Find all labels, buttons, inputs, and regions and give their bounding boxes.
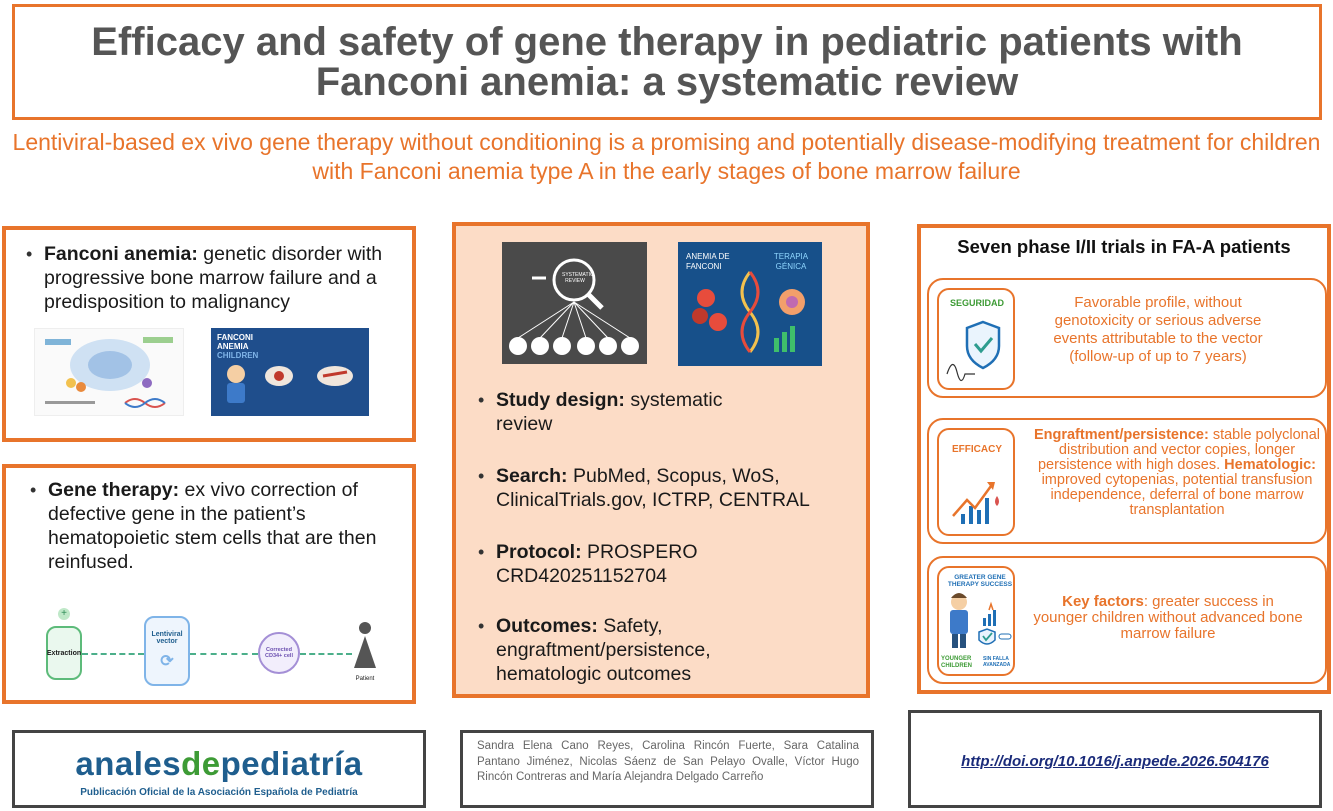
bullet-dot: • [478, 542, 485, 562]
doi-box [908, 710, 1322, 808]
authors-text: Sandra Elena Cano Reyes, Carolina Rincón Fuerte, Sara Catalina Pantano Jiménez, Nicolas Sáenz de San Pelayo Ovalle, Víctor Hugo Rincón Contreras and María Alejandra Delgado Carreño [477, 740, 859, 783]
key-factors-card [927, 556, 1327, 684]
protocol-term: Protocol: [496, 541, 582, 563]
journal-logo-subtitle: Publicación Oficial de la Asociación Española de Pediatría [80, 787, 358, 798]
patient-icon [352, 620, 378, 676]
engraftment-text: stable polyclonal distribution and vector copies, longer persistence with high doses. [1037, 427, 1321, 473]
methods-panel [452, 222, 870, 698]
anemia-image-left-label: ANEMIA DE FANCONI [686, 252, 730, 271]
gene-therapy-flow [26, 608, 386, 688]
bullet-dot: • [26, 244, 33, 264]
anemia-image-right-label: TERAPIA GÉNICA [773, 252, 809, 271]
fanconi-text: genetic disorder with progressive bone marrow failure and a predisposition to malignancy [44, 243, 383, 313]
bullet-dot: • [478, 390, 485, 410]
results-heading: Seven phase I/II trials in FA-A patients [957, 236, 1291, 257]
authors-box [460, 730, 874, 808]
fanconi-children-image [211, 328, 369, 416]
safety-icon-label: SEGURIDAD [949, 298, 1004, 308]
method-protocol [466, 540, 746, 588]
engraftment-term: Engraftment/persistence: [1033, 427, 1209, 443]
protocol-text: PROSPERO CRD420251152704 [496, 541, 698, 587]
page-subtitle: Lentiviral-based ex vivo gene therapy without conditioning is a promising and potentially disease-modifying treatment for children with Fanconi anemia type A in the early stages of bone marrow failure [12, 129, 1321, 184]
study-design-term: Study design: [496, 389, 625, 411]
dna-diagram-image [34, 328, 184, 416]
method-search [466, 464, 856, 512]
anemia-gene-therapy-image [678, 242, 822, 366]
key-factors-text [1033, 594, 1303, 642]
gene-therapy-panel [2, 464, 416, 704]
journal-logo-box [12, 730, 426, 808]
hematologic-term: Hematologic: [1224, 457, 1317, 473]
flow-step-extraction: Extraction [46, 626, 82, 680]
search-text: PubMed, Scopus, WoS, ClinicalTrials.gov, ICTRP, CENTRAL [496, 465, 810, 511]
efficacy-text [1025, 428, 1329, 518]
key-factors-term: Key factors [1062, 593, 1144, 610]
method-study-design [466, 388, 756, 436]
search-term: Search: [496, 465, 568, 487]
study-design-text: systematic review [496, 389, 723, 435]
bullet-dot: • [478, 616, 485, 636]
safety-icon-box [937, 288, 1015, 390]
outcomes-term: Outcomes: [496, 615, 598, 637]
efficacy-icon-label: EFFICACY [952, 444, 1002, 455]
fanconi-img-label-3: CHILDREN [217, 351, 259, 360]
fanconi-img-label-1: FANCONI [217, 333, 253, 342]
efficacy-icon-box [937, 428, 1015, 536]
method-outcomes [466, 614, 756, 686]
fanconi-term: Fanconi anemia: [44, 243, 198, 265]
safety-text: Favorable profile, without genotoxicity or serious adverse events attributable to the vector (follow-up of up to 7 years) [1053, 294, 1263, 365]
review-image-label: SYSTEMATIC REVIEW [562, 272, 594, 284]
journal-logo: analesdepediatría [75, 745, 363, 782]
younger-children-label: YOUNGER CHILDREN [941, 656, 972, 669]
bullet-dot: • [30, 480, 37, 500]
gene-therapy-bullet [18, 478, 403, 574]
flow-line [300, 653, 352, 655]
sin-falla-label: SIN FALLA AVANZADA [983, 656, 1011, 668]
patient-label: Patient [355, 676, 375, 682]
refresh-icon: ⟳ [160, 653, 174, 670]
title-box [12, 4, 1322, 120]
gene-therapy-text: ex vivo correction of defective gene in the patient’s hematopoietic stem cells that are then reinfused. [48, 479, 377, 573]
doi-link[interactable]: http://doi.org/10.1016/j.anpede.2026.504176 [961, 753, 1269, 770]
key-factors-icon-label: GREATER GENE THERAPY SUCCESS [947, 574, 1013, 588]
hematologic-text: improved cytopenias, potential transfusion independence, deferral of bone marrow transplantation [1041, 472, 1313, 518]
flow-step-vector: Lentiviral vector ⟳ [144, 616, 190, 686]
plus-icon: + [58, 608, 70, 620]
bullet-dot: • [478, 466, 485, 486]
fanconi-bullet [14, 242, 404, 314]
flow-line [190, 653, 258, 655]
efficacy-card [927, 418, 1327, 544]
shield-icon [943, 316, 1013, 386]
flow-step-corrected-cell: Corrected CD34+ cell [258, 632, 300, 674]
page-title: Efficacy and safety of gene therapy in pediatric patients with Fanconi anemia: a systematic review [91, 20, 1243, 104]
outcomes-text: Safety, engraftment/persistence, hematologic outcomes [496, 615, 711, 685]
growth-chart-icon [947, 470, 1007, 530]
key-factors-icon-box [937, 566, 1015, 676]
results-panel [917, 224, 1331, 694]
gene-therapy-term: Gene therapy: [48, 479, 180, 501]
key-factors-body: : greater success in younger children without advanced bone marrow failure [1033, 593, 1303, 642]
safety-card [927, 278, 1327, 398]
flow-line [82, 653, 144, 655]
fanconi-img-label-2: ANEMIA [217, 342, 249, 351]
fanconi-panel [2, 226, 416, 442]
systematic-review-image [502, 242, 647, 364]
child-icon [941, 588, 1015, 656]
